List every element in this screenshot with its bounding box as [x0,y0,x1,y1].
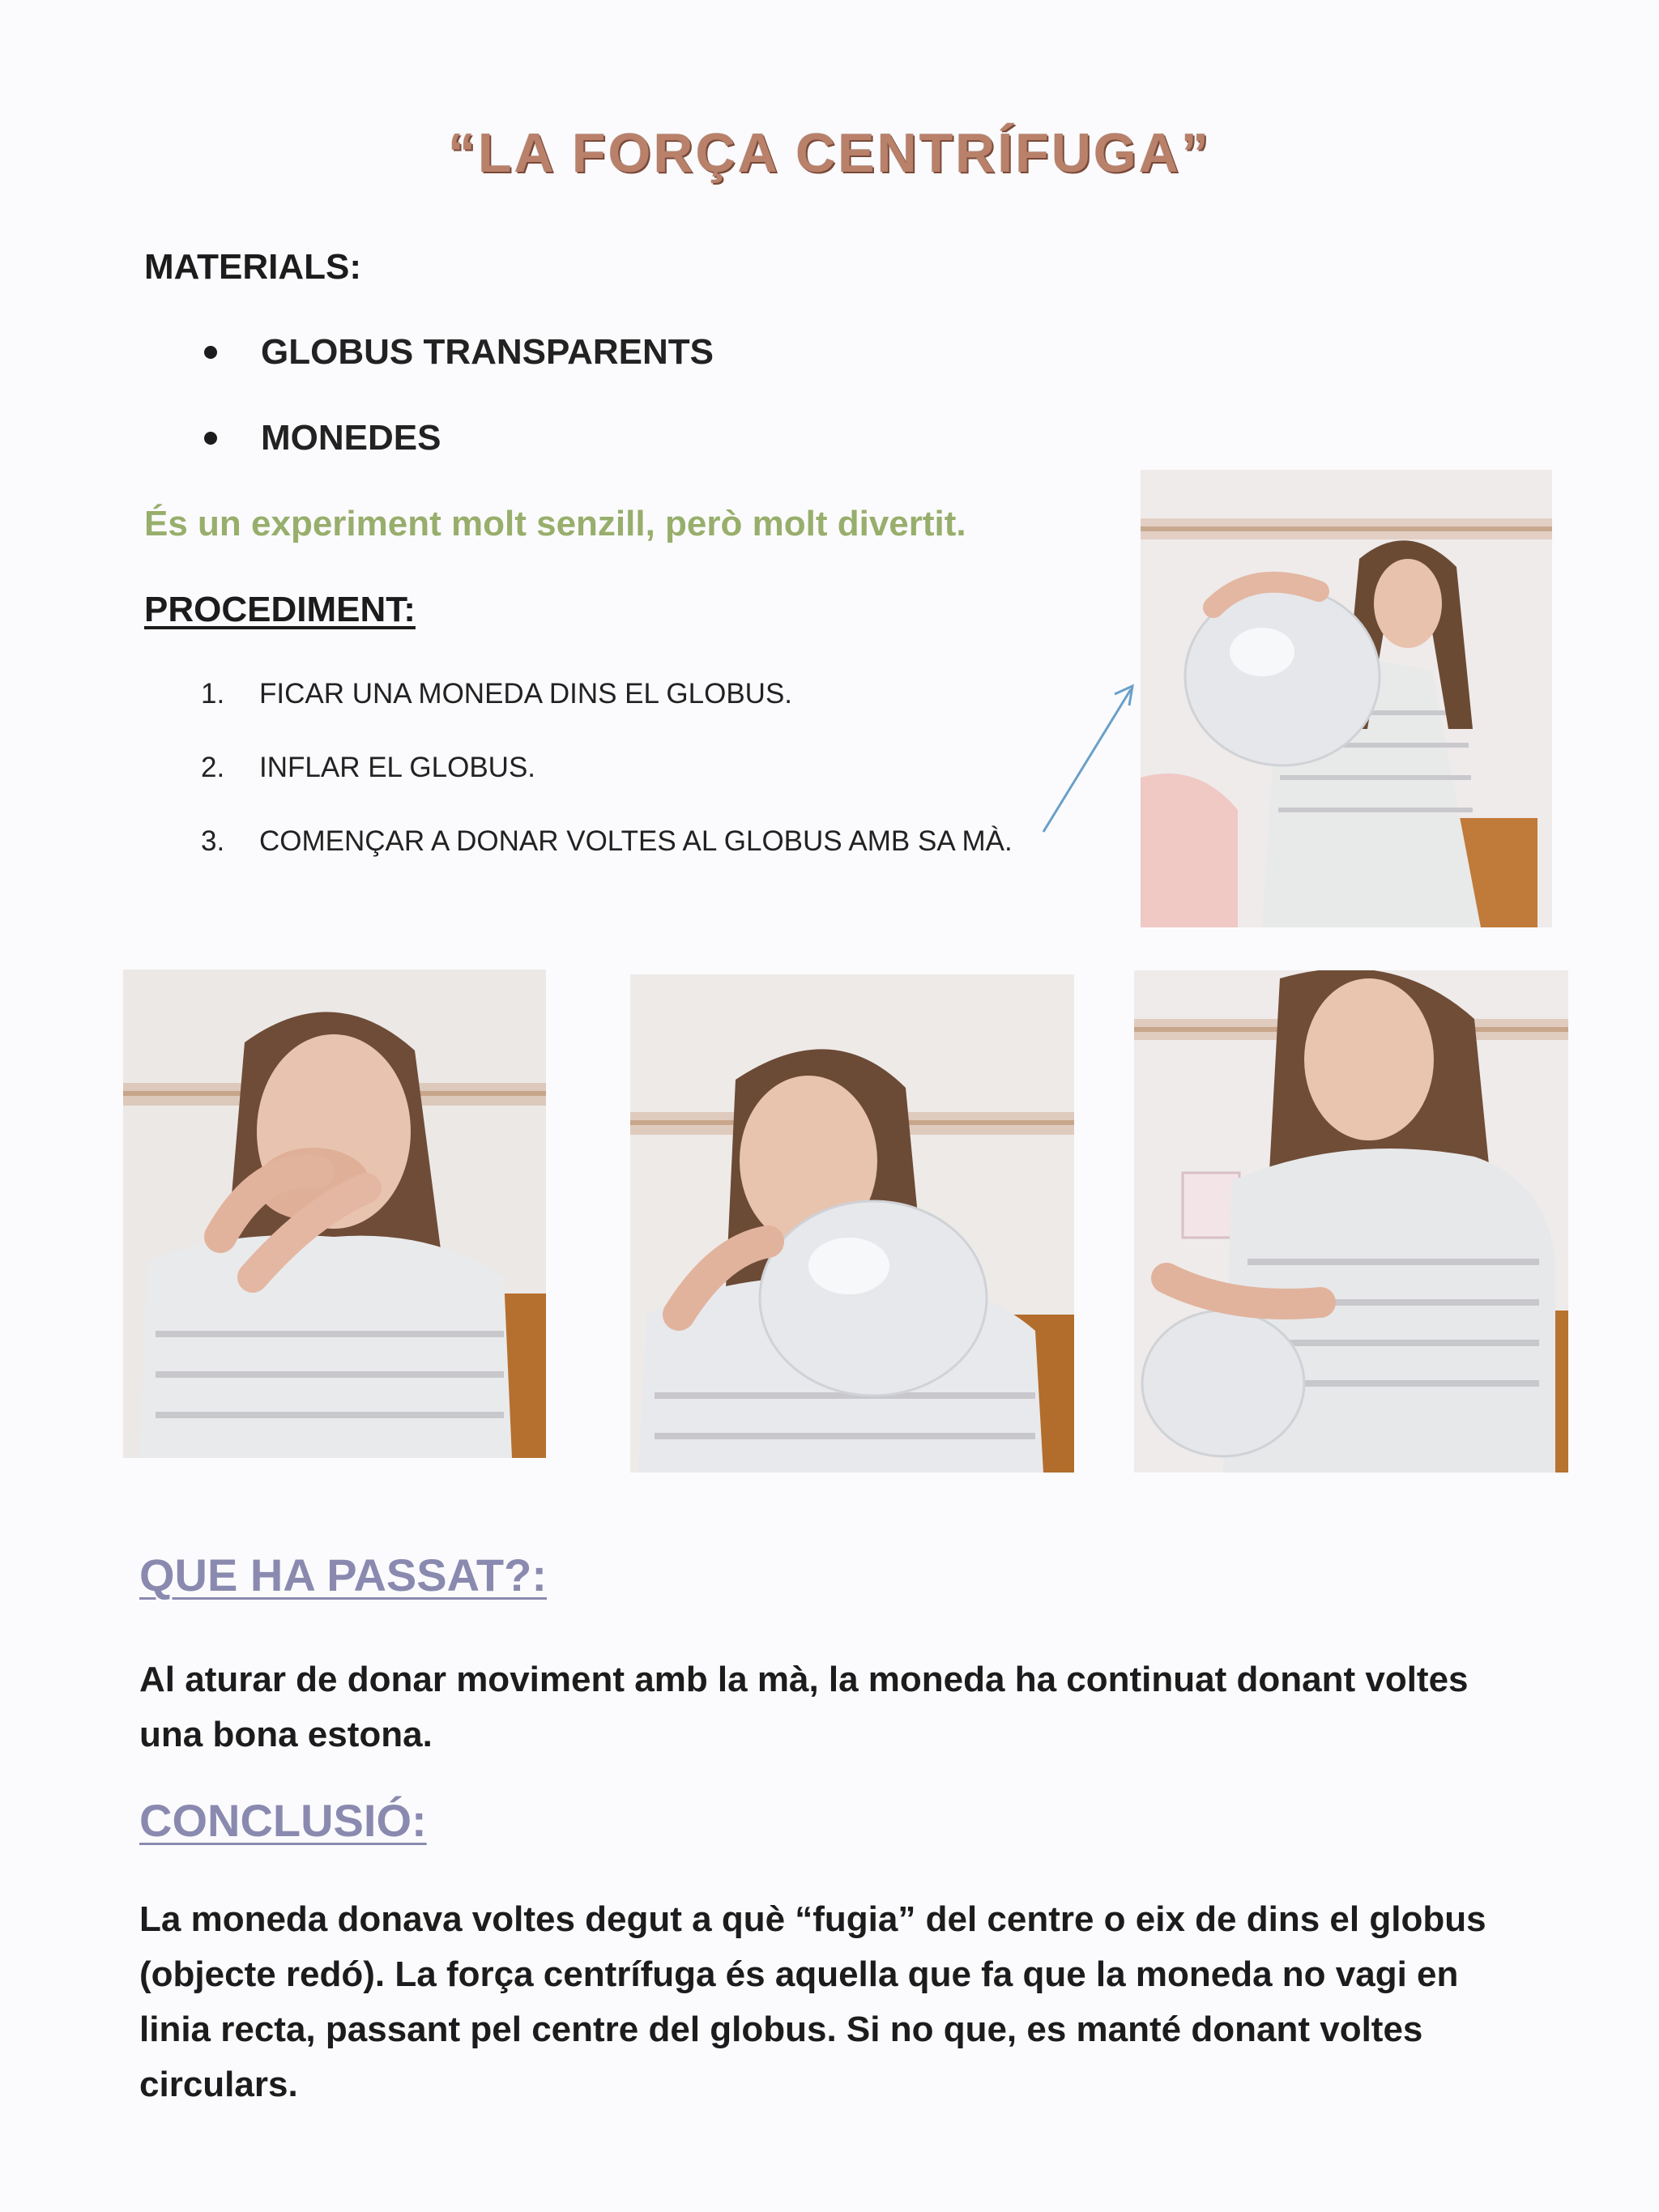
procedure-heading: PROCEDIMENT: [144,590,416,629]
list-item: MONEDES [203,414,714,500]
conclusion-text: La moneda donava voltes degut a què “fugia” del centre o eix de dins el globus (objecte redó). La força centrífuga és aquella que fa que la moneda no vagi en linia recta, passant pel centre del globus. Si no que, es manté donant voltes circulars. [139,1899,1486,2104]
step-text: COMENÇAR A DONAR VOLTES AL GLOBUS AMB SA MÀ. [259,825,1013,857]
step-number: 1. [201,678,225,710]
result-heading: QUE HA PASSAT?: [139,1549,547,1600]
photo-girl-holding-balloon [1141,470,1552,927]
step-text: INFLAR EL GLOBUS. [259,752,536,783]
result-text: Al aturar de donar moviment amb la mà, la moneda ha continuat donant voltes una bona estona. [139,1660,1469,1754]
photo-girl-spinning-balloon [1134,970,1568,1473]
step-text: FICAR UNA MONEDA DINS EL GLOBUS. [259,678,793,710]
photo-girl-inflating-balloon [630,974,1074,1473]
step-number: 3. [201,825,225,857]
list-item [201,748,1013,821]
arrow-icon [1037,676,1142,838]
intro-text: És un experiment molt senzill, però molt divertit. [144,504,966,543]
procedure-steps [201,674,1013,895]
page-title: “LA FORÇA CENTRÍFUGA” [448,122,1211,184]
list-item: GLOBUS TRANSPARENTS [203,328,714,414]
list-item [201,674,1013,748]
list-item [201,821,1013,895]
materials-heading: MATERIALS: [144,247,362,287]
photo-girl-inserting-coin [123,970,546,1458]
conclusion-heading: CONCLUSIÓ: [139,1795,427,1846]
step-number: 2. [201,752,225,783]
materials-list [203,328,714,500]
